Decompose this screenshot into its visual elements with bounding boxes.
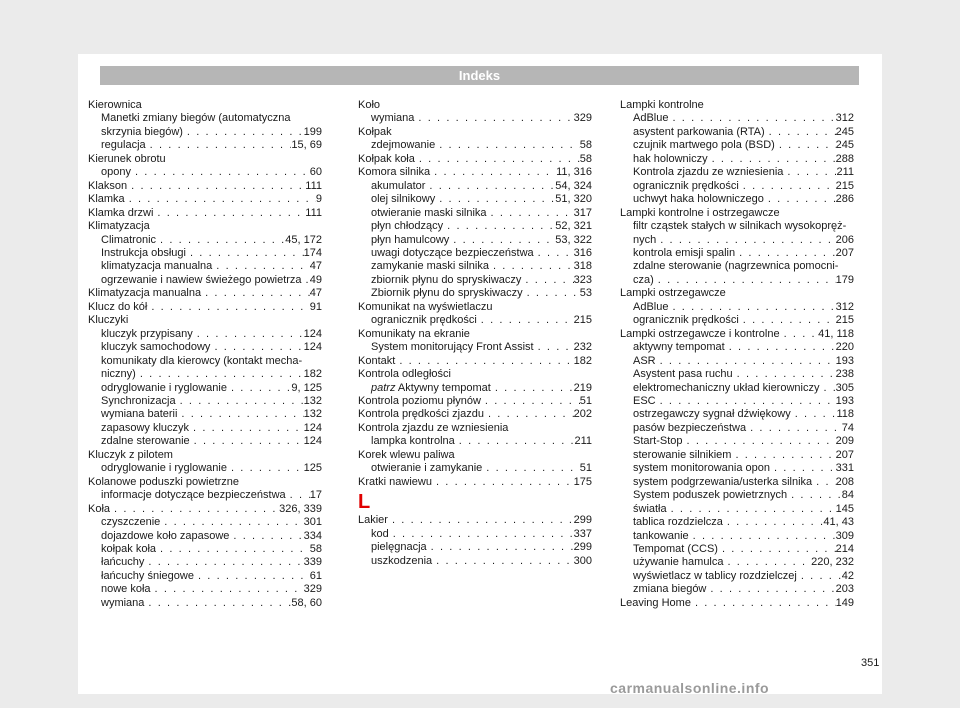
page-ref: 329 <box>303 583 322 596</box>
index-entry: asystent parkowania (RTA) . . . 245 <box>620 126 854 139</box>
index-subentry: filtr cząstek stałych w silnikach wysokopręż- <box>633 220 847 233</box>
page-ref: 58 <box>579 152 592 165</box>
page-ref: 47 <box>309 287 322 300</box>
index-heading: Kontrola odległości <box>358 368 451 381</box>
page-ref: 339 <box>303 556 322 569</box>
index-entry: patrz Aktywny tempomat . . . 219 <box>358 382 592 395</box>
page-ref: 202 <box>573 408 592 421</box>
page-ref: 51 <box>579 462 592 475</box>
page-ref: 125 <box>303 462 322 475</box>
page-ref: 111 <box>305 206 322 219</box>
section-letter: L <box>358 491 371 514</box>
index-entry: Synchronizacja . . . 132 <box>88 395 322 408</box>
index-entry: kluczyk przypisany . . . 124 <box>88 328 322 341</box>
index-entry: ogranicznik prędkości . . . 215 <box>358 314 592 327</box>
index-entry: wymiana . . . 329 <box>358 112 592 125</box>
page-ref: 132 <box>303 408 322 421</box>
index-heading: Kierunek obrotu <box>88 152 166 165</box>
page-ref: 208 <box>835 475 854 488</box>
index-heading: Klimatyzacja <box>88 220 150 233</box>
index-heading: Korek wlewu paliwa <box>358 448 455 461</box>
index-entry: ASR . . . 193 <box>620 355 854 368</box>
index-entry: Kołpak koła . . . 58 <box>358 153 592 166</box>
page-ref: 175 <box>573 475 592 488</box>
index-entry: elektromechaniczny układ kierowniczy . . . 305 <box>620 382 854 395</box>
index-entry: Klamka . . . 9 <box>88 193 322 206</box>
index-entry: Asystent pasa ruchu . . . 238 <box>620 368 854 381</box>
page-ref: 145 <box>835 502 854 515</box>
page-ref: 53, 322 <box>555 233 592 246</box>
index-entry: ogranicznik prędkości . . . 215 <box>620 314 854 327</box>
index-entry: skrzynia biegów) . . . 199 <box>88 126 322 139</box>
page-ref: 61 <box>309 569 322 582</box>
index-entry: wymiana . . . 58, 60 <box>88 597 322 610</box>
index-entry: otwieranie i zamykanie . . . 51 <box>358 462 592 475</box>
index-entry: sterowanie silnikiem . . . 207 <box>620 449 854 462</box>
index-entry: Kratki nawiewu . . . 175 <box>358 476 592 489</box>
index-entry: otwieranie maski silnika . . . 317 <box>358 207 592 220</box>
index-entry: pasów bezpieczeństwa . . . 74 <box>620 422 854 435</box>
index-entry: zbiornik płynu do spryskiwaczy . . . 323 <box>358 274 592 287</box>
index-entry: światła . . . 145 <box>620 503 854 516</box>
page-ref: 329 <box>573 112 592 125</box>
index-entry: Lampki ostrzegawcze i kontrolne . . . 41, 118 <box>620 328 854 341</box>
page-ref: 9, 125 <box>291 381 322 394</box>
index-entry: Klamka drzwi . . . 111 <box>88 207 322 220</box>
page-ref: 124 <box>303 435 322 448</box>
index-entry: zapasowy kluczyk . . . 124 <box>88 422 322 435</box>
index-entry: nowe koła . . . 329 <box>88 583 322 596</box>
index-entry: klimatyzacja manualna . . . 47 <box>88 260 322 273</box>
index-entry: ESC . . . 193 <box>620 395 854 408</box>
index-entry: płyn chłodzący . . . 52, 321 <box>358 220 592 233</box>
index-entry: Leaving Home . . . 149 <box>620 597 854 610</box>
index-column-3 <box>620 99 854 610</box>
page-ref: 214 <box>835 542 854 555</box>
page-ref: 238 <box>835 368 854 381</box>
page-ref: 41, 118 <box>818 327 854 340</box>
page-ref: 58 <box>579 139 592 152</box>
page-ref: 193 <box>835 354 854 367</box>
index-heading: Kontrola zjazdu ze wzniesienia <box>358 421 509 434</box>
index-heading: Komunikat na wyświetlaczu <box>358 300 493 313</box>
index-heading: Kluczyki <box>88 314 129 327</box>
index-entry: Kontrola zjazdu ze wzniesienia . . . 211 <box>620 166 854 179</box>
index-entry: Komora silnika . . . 11, 316 <box>358 166 592 179</box>
page-ref: 207 <box>835 246 854 259</box>
index-entry: Klimatyzacja manualna . . . 47 <box>88 287 322 300</box>
page-ref: 84 <box>841 489 854 502</box>
page-ref: 215 <box>573 314 592 327</box>
index-entry: Koła . . . 326, 339 <box>88 503 322 516</box>
page-ref: 52, 321 <box>555 220 592 233</box>
page-ref: 124 <box>303 341 322 354</box>
index-entry: płyn hamulcowy . . . 53, 322 <box>358 234 592 247</box>
page-ref: 53 <box>579 287 592 300</box>
page-ref: 337 <box>573 527 592 540</box>
index-entry: system podgrzewania/usterka silnika . . . 208 <box>620 476 854 489</box>
page-ref: 323 <box>573 273 592 286</box>
index-entry: czujnik martwego pola (BSD) . . . 245 <box>620 139 854 152</box>
index-entry: uwagi dotyczące bezpieczeństwa . . . 316 <box>358 247 592 260</box>
page-ref: 245 <box>835 125 854 138</box>
page-ref: 334 <box>303 529 322 542</box>
see-reference: patrz <box>371 381 396 394</box>
index-subentry: komunikaty dla kierowcy (kontakt mecha- <box>101 354 303 367</box>
page-ref: 312 <box>835 112 854 125</box>
page-ref: 51 <box>579 394 592 407</box>
page-ref: 199 <box>303 125 322 138</box>
index-entry: kołpak koła . . . 58 <box>88 543 322 556</box>
page-ref: 124 <box>303 421 322 434</box>
index-entry: Lakier . . . 299 <box>358 514 592 527</box>
page-ref: 74 <box>841 421 854 434</box>
index-entry: informacje dotyczące bezpieczeństwa . . . 17 <box>88 489 322 502</box>
index-entry: Zbiornik płynu do spryskiwaczy . . . 53 <box>358 287 592 300</box>
index-entry: akumulator . . . 54, 324 <box>358 180 592 193</box>
page-ref: 111 <box>305 179 322 192</box>
page-ref: 301 <box>303 516 322 529</box>
page-ref: 331 <box>835 462 854 475</box>
page-ref: 245 <box>835 139 854 152</box>
index-entry: czyszczenie . . . 301 <box>88 516 322 529</box>
index-entry: tablica rozdzielcza . . . 41, 43 <box>620 516 854 529</box>
page-ref: 15, 69 <box>291 139 322 152</box>
watermark-text: carmanualsonline.info <box>610 680 770 696</box>
page-ref: 299 <box>573 541 592 554</box>
index-entry: olej silnikowy . . . 51, 320 <box>358 193 592 206</box>
index-entry: Klakson . . . 111 <box>88 180 322 193</box>
page-ref: 299 <box>573 514 592 527</box>
page-ref: 209 <box>835 435 854 448</box>
index-entry: łańcuchy śniegowe . . . 61 <box>88 570 322 583</box>
index-entry: odryglowanie i ryglowanie . . . 9, 125 <box>88 382 322 395</box>
page-number: 351 <box>861 657 880 669</box>
index-entry: odryglowanie i ryglowanie . . . 125 <box>88 462 322 475</box>
page-ref: 49 <box>309 273 322 286</box>
index-entry: Kontakt . . . 182 <box>358 355 592 368</box>
index-column-1 <box>88 99 322 610</box>
page-ref: 215 <box>835 179 854 192</box>
page-ref: 318 <box>573 260 592 273</box>
index-entry: uszkodzenia . . . 300 <box>358 555 592 568</box>
index-subentry: Manetki zmiany biegów (automatyczna <box>101 112 291 125</box>
page-ref: 60 <box>309 166 322 179</box>
page-ref: 182 <box>303 368 322 381</box>
page-ref: 207 <box>835 448 854 461</box>
index-entry: tankowanie . . . 309 <box>620 530 854 543</box>
index-heading: Kluczyk z pilotem <box>88 448 173 461</box>
index-entry: kod . . . 337 <box>358 528 592 541</box>
page-ref: 179 <box>835 273 854 286</box>
index-heading: Lampki kontrolne <box>620 99 704 111</box>
index-entry: Klucz do kół . . . 91 <box>88 301 322 314</box>
index-column-2 <box>358 99 592 568</box>
page-ref: 54, 324 <box>555 179 592 192</box>
index-subentry: zdalne sterowanie (nagrzewnica pomocni- <box>633 260 839 273</box>
page-ref: 288 <box>835 152 854 165</box>
index-heading: Lampki kontrolne i ostrzegawcze <box>620 206 780 219</box>
index-heading: Kierownica <box>88 99 142 111</box>
index-heading: Kołpak <box>358 125 392 138</box>
page-ref: 286 <box>835 193 854 206</box>
page-ref: 206 <box>835 233 854 246</box>
page-ref: 305 <box>835 381 854 394</box>
index-entry: zamykanie maski silnika . . . 318 <box>358 260 592 273</box>
index-entry: wyświetlacz w tablicy rozdzielczej . . . 42 <box>620 570 854 583</box>
index-entry: AdBlue . . . 312 <box>620 112 854 125</box>
page-ref: 300 <box>573 554 592 567</box>
index-entry: opony . . . 60 <box>88 166 322 179</box>
page-ref: 45, 172 <box>285 233 322 246</box>
index-entry: aktywny tempomat . . . 220 <box>620 341 854 354</box>
index-entry: hak holowniczy . . . 288 <box>620 153 854 166</box>
index-entry: pielęgnacja . . . 299 <box>358 541 592 554</box>
index-entry: System poduszek powietrznych . . . 84 <box>620 489 854 502</box>
index-heading: Koło <box>358 99 381 111</box>
index-entry: zdejmowanie . . . 58 <box>358 139 592 152</box>
page-ref: 232 <box>573 341 592 354</box>
index-entry: kluczyk samochodowy . . . 124 <box>88 341 322 354</box>
page-ref: 220 <box>835 341 854 354</box>
index-entry: kontrola emisji spalin . . . 207 <box>620 247 854 260</box>
index-entry: ogranicznik prędkości . . . 215 <box>620 180 854 193</box>
page-ref: 91 <box>309 300 322 313</box>
index-entry: Kontrola prędkości zjazdu . . . 202 <box>358 408 592 421</box>
page-ref: 42 <box>841 569 854 582</box>
page-ref: 47 <box>309 260 322 273</box>
page-ref: 51, 320 <box>555 193 592 206</box>
index-entry: nych . . . 206 <box>620 234 854 247</box>
index-entry: używanie hamulca . . . 220, 232 <box>620 556 854 569</box>
page-ref: 124 <box>303 327 322 340</box>
index-entry: zdalne sterowanie . . . 124 <box>88 435 322 448</box>
index-entry: regulacja . . . 15, 69 <box>88 139 322 152</box>
index-heading: Kolanowe poduszki powietrzne <box>88 475 240 488</box>
index-entry: ogrzewanie i nawiew świeżego powietrza . . . 49 <box>88 274 322 287</box>
page-ref: 58 <box>309 542 322 555</box>
index-entry: zmiana biegów . . . 203 <box>620 583 854 596</box>
page-ref: 174 <box>303 246 322 259</box>
page-ref: 132 <box>303 394 322 407</box>
page-ref: 182 <box>573 354 592 367</box>
page-ref: 203 <box>835 583 854 596</box>
index-entry: AdBlue . . . 312 <box>620 301 854 314</box>
index-entry: Instrukcja obsługi . . . 174 <box>88 247 322 260</box>
index-entry: lampka kontrolna . . . 211 <box>358 435 592 448</box>
page-ref: 9 <box>315 193 322 206</box>
page-ref: 215 <box>835 314 854 327</box>
page-ref: 309 <box>835 529 854 542</box>
page-ref: 219 <box>573 381 592 394</box>
page-ref: 17 <box>309 489 322 502</box>
index-entry: system monitorowania opon . . . 331 <box>620 462 854 475</box>
page-ref: 220, 232 <box>811 556 854 569</box>
page-ref: 41, 43 <box>823 516 854 529</box>
index-entry: Kontrola poziomu płynów . . . 51 <box>358 395 592 408</box>
page-ref: 211 <box>574 435 592 448</box>
page-ref: 118 <box>836 408 854 421</box>
index-entry: cza) . . . 179 <box>620 274 854 287</box>
index-entry: Start-Stop . . . 209 <box>620 435 854 448</box>
section-header: Indeks <box>100 66 859 85</box>
page-ref: 316 <box>573 246 592 259</box>
index-heading: Komunikaty na ekranie <box>358 327 470 340</box>
index-entry: ostrzegawczy sygnał dźwiękowy . . . 118 <box>620 408 854 421</box>
page-ref: 149 <box>835 596 854 609</box>
index-entry: Climatronic . . . 45, 172 <box>88 234 322 247</box>
page-ref: 326, 339 <box>279 502 322 515</box>
page-ref: 58, 60 <box>291 596 322 609</box>
index-entry: uchwyt haka holowniczego . . . 286 <box>620 193 854 206</box>
index-page <box>78 54 882 694</box>
index-entry: łańcuchy . . . 339 <box>88 556 322 569</box>
page-ref: 193 <box>835 394 854 407</box>
page-ref: 317 <box>573 206 592 219</box>
index-heading: Lampki ostrzegawcze <box>620 287 726 300</box>
page-ref: 11, 316 <box>556 166 592 179</box>
page-ref: 312 <box>835 300 854 313</box>
index-entry: System monitorujący Front Assist . . . 232 <box>358 341 592 354</box>
index-entry: dojazdowe koło zapasowe . . . 334 <box>88 530 322 543</box>
index-entry: wymiana baterii . . . 132 <box>88 408 322 421</box>
page-ref: 211 <box>836 166 854 179</box>
index-entry: Tempomat (CCS) . . . 214 <box>620 543 854 556</box>
index-entry: niczny) . . . 182 <box>88 368 322 381</box>
